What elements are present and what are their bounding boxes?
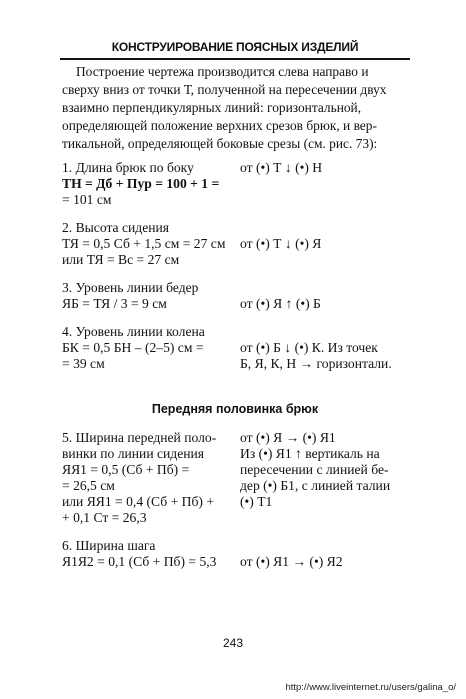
step-formula: БК = 0,5 БН – (2–5) см = [62, 340, 204, 355]
page-number: 243 [222, 636, 244, 650]
step-text: 4. Уровень линии колена [62, 324, 205, 339]
footer-url[interactable]: http://www.liveinternet.ru/users/galina_o/ [285, 682, 456, 693]
running-header: КОНСТРУИРОВАНИЕ ПОЯСНЫХ ИЗДЕЛИЙ [111, 40, 359, 54]
intro-line: тикальной, определяющей боковые срезы (см. рис. 73): [62, 136, 378, 151]
step-action: пересечении с линией бе- [240, 462, 389, 477]
step-formula: ЯБ = ТЯ / 3 = 9 см [62, 296, 167, 311]
step-action: Из (•) Я1 ↑ вертикаль на [240, 446, 380, 461]
step-result: = 39 см [62, 356, 105, 371]
step-result: или ТЯ = Вс = 27 см [62, 252, 180, 267]
step-action: Б, Я, К, Н → горизонтали. [240, 356, 392, 371]
step-action: от (•) Б ↓ (•) К. Из точек [240, 340, 378, 355]
step-1 [62, 160, 412, 208]
step-4 [62, 324, 412, 372]
step-text: 1. Длина брюк по боку [62, 160, 194, 175]
intro-line: определяющей положение верхних срезов брюк, и вер- [62, 118, 377, 133]
step-formula: или ЯЯ1 = 0,4 (Сб + Пб) + [62, 494, 214, 509]
step-text: винки по линии сидения [62, 446, 205, 461]
step-text: 3. Уровень линии бедер [62, 280, 199, 295]
step-2 [62, 220, 412, 268]
intro-line: взаимно перпендикулярных линий: горизонтальной, [62, 100, 362, 115]
step-result: + 0,1 Ст = 26,3 [62, 510, 147, 525]
step-formula: Я1Я2 = 0,1 (Сб + Пб) = 5,3 [62, 554, 217, 569]
intro-paragraph [62, 63, 408, 153]
step-result: = 101 см [62, 192, 112, 207]
step-3 [62, 280, 412, 312]
intro-line: сверху вниз от точки Т, полученной на пересечении двух [62, 82, 387, 97]
section-title: Передняя половинка брюк [151, 402, 319, 416]
step-action: дер (•) Б1, с линией талии [240, 478, 391, 493]
step-formula: ТЯ = 0,5 Сб + 1,5 см = 27 см [62, 236, 226, 251]
step-text: 5. Ширина передней поло- [62, 430, 217, 445]
step-action: от (•) Я1 → (•) Я2 [240, 554, 343, 569]
step-action: от (•) Я → (•) Я1 [240, 430, 336, 445]
step-5 [62, 430, 412, 526]
step-6 [62, 538, 412, 570]
step-action: от (•) Т ↓ (•) Я [240, 236, 322, 251]
header-rule [60, 58, 410, 60]
step-text: 6. Ширина шага [62, 538, 156, 553]
step-formula: ЯЯ1 = 0,5 (Сб + Пб) = [62, 462, 190, 477]
intro-line: Построение чертежа производится слева направо и [76, 64, 369, 79]
step-result: = 26,5 см [62, 478, 115, 493]
step-action: от (•) Я ↑ (•) Б [240, 296, 321, 311]
step-action: от (•) Т ↓ (•) Н [240, 160, 323, 175]
step-action: (•) Т1 [240, 494, 273, 509]
step-formula: ТН = Дб + Пур = 100 + 1 = [62, 176, 220, 191]
step-text: 2. Высота сидения [62, 220, 170, 235]
